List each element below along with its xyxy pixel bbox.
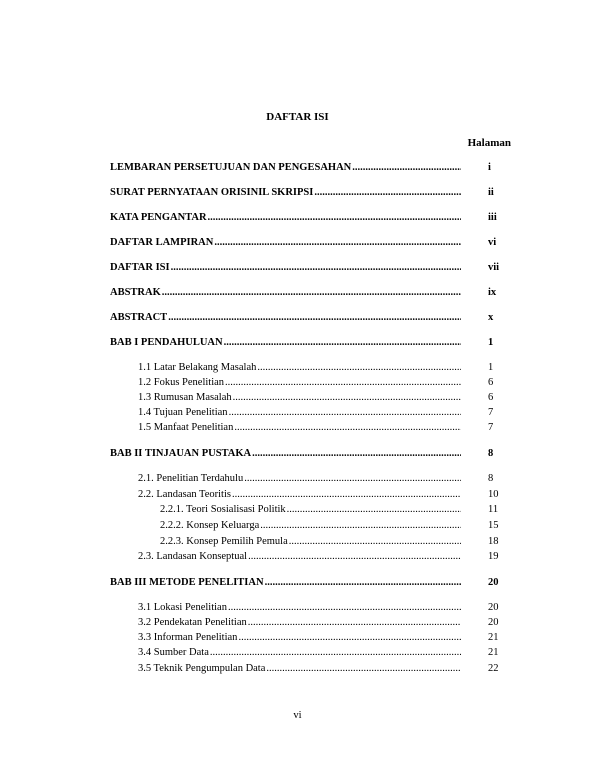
toc-page: ii [488,187,494,198]
toc-entry[interactable] [110,312,462,323]
toc-page: i [488,162,491,173]
toc-label: 1.3 Rumusan Masalah [138,392,232,403]
toc-entry[interactable] [138,362,462,373]
toc-entry[interactable] [110,187,462,198]
toc-label: 2.2.1. Teori Sosialisasi Politik [160,504,286,515]
toc-page: 20 [488,577,499,588]
toc-label: BAB III METODE PENELITIAN [110,577,264,588]
toc-label: 2.1. Penelitian Terdahulu [138,473,244,484]
toc-entry[interactable] [138,407,462,418]
toc-page: 21 [488,632,499,643]
toc-label: ABSTRACT [110,312,168,323]
page-column-header: Halaman [467,137,511,149]
toc-entry[interactable] [160,520,462,531]
toc-page: 19 [488,551,499,562]
toc-label: 2.2.2. Konsep Keluarga [160,520,260,531]
toc-page: 22 [488,663,499,674]
toc-entry[interactable] [160,536,462,547]
toc-page: 7 [488,422,494,433]
toc-page: 10 [488,489,499,500]
toc-page: ix [488,287,497,298]
toc-entry[interactable] [110,287,462,298]
toc-page: 20 [488,602,499,613]
toc-entry[interactable] [110,212,462,223]
toc-entry[interactable] [110,162,462,173]
toc-label: DAFTAR LAMPIRAN [110,237,214,248]
toc-page: 6 [488,392,494,403]
toc-entry[interactable] [110,262,462,273]
toc-entry[interactable] [138,392,462,403]
toc-page: 20 [488,617,499,628]
toc-label: LEMBARAN PERSETUJUAN DAN PENGESAHAN [110,162,352,173]
toc-entry[interactable] [138,422,462,433]
toc-entry[interactable] [110,577,462,588]
toc-entry[interactable] [138,489,462,500]
toc-page: 1 [488,337,494,348]
toc-page: 8 [488,473,494,484]
toc-label: 3.2 Pendekatan Penelitian [138,617,247,628]
toc-label: SURAT PERNYATAAN ORISINIL SKRIPSI [110,187,314,198]
toc-label: ABSTRAK [110,287,161,298]
toc-label: 2.2.3. Konsep Pemilih Pemula [160,536,288,547]
toc-page: 7 [488,407,494,418]
toc-page: vii [488,262,500,273]
toc-label: 1.4 Tujuan Penelitian [138,407,228,418]
toc-label: 3.3 Informan Penelitian [138,632,238,643]
toc-entry[interactable] [160,504,462,515]
toc-page: x [488,312,494,323]
toc-page: 8 [488,448,494,459]
toc-label: DAFTAR ISI [110,262,170,273]
toc-page: 6 [488,377,494,388]
toc-label: 1.2 Fokus Penelitian [138,377,225,388]
toc-entry[interactable] [138,551,462,562]
toc-entry[interactable] [138,473,462,484]
toc-label: 2.3. Landasan Konseptual [138,551,248,562]
toc-entry[interactable] [138,377,462,388]
toc-label: BAB I PENDAHULUAN [110,337,223,348]
toc-page: 18 [488,536,499,547]
toc-label: 3.5 Teknik Pengumpulan Data [138,663,266,674]
toc-entry[interactable] [110,337,462,348]
toc-label: 3.4 Sumber Data [138,647,209,658]
toc-label: 1.1 Latar Belakang Masalah [138,362,257,373]
toc-page: vi [488,237,497,248]
toc-entry[interactable] [138,632,462,643]
toc-entry[interactable] [138,647,462,658]
toc-label: KATA PENGANTAR [110,212,207,223]
toc-page: 21 [488,647,499,658]
toc-label: 1.5 Manfaat Penelitian [138,422,234,433]
toc-entry[interactable] [138,617,462,628]
toc-entry[interactable] [138,663,462,674]
toc-page: 1 [488,362,494,373]
page-title: DAFTAR ISI [266,111,329,123]
toc-label: 2.2. Landasan Teoritis [138,489,231,500]
toc-label: 3.1 Lokasi Penelitian [138,602,227,613]
toc-label: BAB II TINJAUAN PUSTAKA [110,448,252,459]
toc-entry[interactable] [110,237,462,248]
toc-page: 11 [488,504,499,515]
toc-page: iii [488,212,497,223]
toc-entry[interactable] [110,448,462,459]
page-number: vi [293,710,302,721]
toc-entry[interactable] [138,602,462,613]
toc-page: 15 [488,520,499,531]
